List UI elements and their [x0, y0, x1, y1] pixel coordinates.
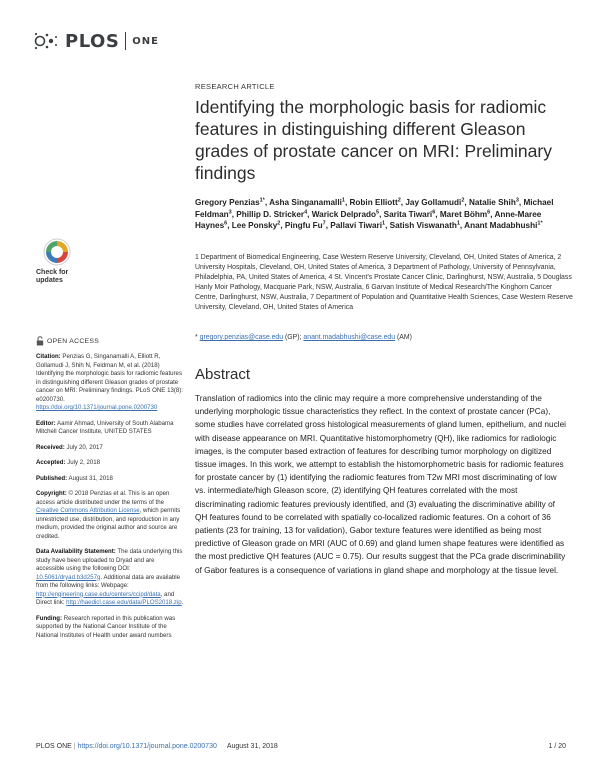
received-label: Received: — [36, 443, 65, 451]
plos-logo-icon — [34, 31, 62, 51]
author-name: Robin Elliott — [349, 198, 398, 207]
funding-text: Research reported in this publication was supported by the National Cancer Institute of the National Institutes of Health under award numbers — [36, 614, 176, 639]
affiliations: 1 Department of Biomedical Engineering, Case Western Reserve University, Cleveland, OH, United States of America, 2 University Hospitals, Cleveland, OH, United States of America, 3 Department of Pathology, University of Pennsylvania, Philadelphia, PA, United States of America, 4 St. Vincent's Prostate Cancer Clinic, Darlinghurst, NSW, Australia, 5 Douglass Hanly Moir Pathology, Macquarie Park, NSW, Australia, 6 Garvan Institute of Medical Research/The Kinghorn Cancer Centre, Darlinghurst, NSW, Australia, 7 Department of Population and Quantitative Health Sciences, Case Western Reserve University, Cleveland, OH, United States of America — [195, 254, 573, 312]
check-updates-label — [36, 269, 78, 285]
author-affiliation-marker: 7 — [322, 220, 326, 227]
data-text-2: . Additional data are available from the following links: Webpage: — [36, 573, 181, 589]
author-name: Gregory Penzias — [195, 198, 260, 207]
article-info-sidebar — [36, 353, 184, 647]
received-block — [36, 444, 184, 453]
citation-doi-link[interactable]: https://doi.org/10.1371/journal.pone.0200730 — [36, 404, 158, 411]
copyright-block — [36, 490, 184, 541]
author-affiliation-marker: 1* — [537, 220, 543, 227]
author-name: Maret Böhm — [439, 209, 488, 219]
author-affiliation-marker: 2 — [461, 197, 465, 204]
author-name: Lee Ponsky — [231, 221, 278, 230]
accepted-block — [36, 459, 184, 468]
author-name: Pingfu Fu — [284, 221, 323, 230]
journal-logo[interactable] — [34, 30, 159, 52]
data-text-1: The data underlying this study have been uploaded to Dryad and are accessible using the following DOI: — [36, 548, 183, 572]
editor-block — [36, 420, 184, 437]
author-name: Jay Gollamudi — [405, 198, 462, 207]
author-name: Asha Singanamalli — [269, 198, 342, 207]
copyright-text-1: © 2018 Penzias et al. This is an open access article distributed under the terms of the — [36, 490, 170, 506]
footer-journal: PLOS ONE — [36, 743, 72, 750]
data-text-3: , and Direct link: — [36, 590, 175, 606]
author-affiliation-marker: 6 — [224, 220, 228, 227]
editor-label: Editor: — [36, 419, 56, 427]
footer-date: August 31, 2018 — [226, 743, 278, 750]
corr-marker: * — [195, 334, 198, 341]
published-label: Published: — [36, 474, 68, 482]
author-list: Gregory Penzias$^{1*}$, Asha Singanamalli$^1$, Robin Elliott$^2$, Jay Gollamudi$^2$, Natalie Shih$^3$, Michael Feldman$^3$, Phillip D. Stricker$^4$, Warick Delprado$^5$, Sarita Tiwari$^6$, Maret Böhm$^6$, Anne-Maree Haynes$^6$, Lee Ponsky$^2$, Pingfu Fu$^7$, Pallavi Tiwari$^1$, Satish Viswanath$^1$, Anant Madabhushi$^{1*}$ — [195, 197, 554, 230]
article-type: RESEARCH ARTICLE — [195, 82, 275, 91]
author-affiliation-marker: 1 — [456, 220, 460, 227]
correspondence — [195, 333, 573, 343]
open-lock-icon — [36, 336, 44, 346]
citation-block — [36, 353, 184, 413]
author-name: Anant Madabhushi — [464, 221, 538, 230]
open-access-label: OPEN ACCESS — [47, 337, 100, 345]
author-name: Pallavi Tiwari — [330, 221, 383, 230]
author-name: Phillip D. Stricker — [236, 209, 305, 219]
received-date: July 20, 2017 — [66, 443, 103, 451]
data-availability-block — [36, 548, 184, 608]
webpage-link[interactable]: http://engineering.case.edu/centers/ccipd/data — [36, 590, 161, 598]
author-affiliation-marker: 6 — [487, 208, 491, 215]
direct-link[interactable]: http://haedicl.case.edu/data/PLOS2018.zip — [66, 599, 182, 606]
footer-page-number: 1 / 20 — [548, 743, 566, 750]
author-affiliation-marker: 3 — [515, 197, 519, 204]
author-affiliation-marker: 6 — [432, 208, 436, 215]
author-affiliation-marker: 1* — [259, 197, 265, 204]
data-availability-label: Data Availability Statement: — [36, 548, 116, 555]
corr-initials-2: (AM) — [397, 334, 412, 341]
article-title: Identifying the morphologic basis for radiomic features in distinguishing different Gleason grades of prostate cancer on MRI: Preliminary findings — [195, 97, 552, 183]
author-name: Sarita Tiwari — [383, 209, 433, 219]
check-updates-icon — [42, 237, 72, 267]
editor-text: Aamir Ahmad, University of South Alabama Mitchell Cancer Institute, UNITED STATES — [36, 419, 174, 435]
cc-license-link[interactable]: Creative Commons Attribution License — [36, 507, 140, 514]
check-updates-line2: updates — [36, 277, 63, 284]
abstract-heading: Abstract — [195, 366, 251, 383]
email-link-2[interactable]: anant.madabhushi@case.edu — [303, 334, 396, 341]
footer-left — [36, 743, 278, 750]
author-affiliation-marker: 4 — [304, 208, 308, 215]
author-affiliation-marker: 1 — [382, 220, 386, 227]
abstract-text: Translation of radiomics into the clinic may require a more comprehensive understanding of the underlying morphologic tissue characteristics they reflect. In the context of prostate cancer (PCa), some studies have correlated gross histological measurements of gland lumen, epithelium, and nuclei with disease appearance on MRI. Quantitative histomorphometry (QH), like radiomics for radiologic images, is the computer based extraction of features for describing tumor morphology on digitized tissue images. In this work, we attempt to establish the histomorphometric basis for radiomic features for prostate cancer by (1) identifying the radiomic features from T2w MRI most discriminating of low vs. intermediate/high Gleason score, (2) identifying QH features correlated with the most discriminating radiomic features previously identified, and (3) evaluating the discriminative ability of QH features found to be correlated with spatially co-localized radiomic features. On a cohort of 36 patients (23 for training, 13 for validation), Gabor texture features were identified as being most predictive of Gleason grade on MRI (AUC of 0.69) and gland lumen shape features were identified as the most predictive QH features (AUC = 0.75). Our results suggest that the PCa grade discriminability of Gabor features is a consequence of variations in gland shape and morphology at the tissue level. — [195, 394, 566, 575]
author-affiliation-marker: 5 — [376, 208, 380, 215]
author-name: Michael Feldman — [195, 198, 554, 219]
author-affiliation-marker: 1 — [341, 197, 345, 204]
corr-initials-1: (GP); — [285, 334, 302, 341]
author-name: Natalie Shih — [468, 198, 516, 207]
author-name: Satish Viswanath — [389, 221, 457, 230]
page-footer — [36, 743, 566, 750]
check-for-updates-badge[interactable] — [36, 237, 78, 293]
author-name: Warick Delprado — [311, 209, 377, 219]
footer-pipe: | — [73, 743, 78, 750]
copyright-label: Copyright: — [36, 490, 67, 497]
author-affiliation-marker: 2 — [277, 220, 281, 227]
dryad-doi-link[interactable]: 10.5061/dryad.b3d257g — [36, 573, 101, 581]
logo-text: PLOS — [65, 30, 120, 52]
author-name: Anne-Maree Haynes — [195, 209, 542, 230]
logo-sub: ONE — [132, 35, 159, 47]
funding-block — [36, 615, 184, 641]
published-date: August 31, 2018 — [68, 474, 113, 482]
author-affiliation-marker: 2 — [397, 197, 401, 204]
funding-label: Funding: — [36, 614, 63, 622]
footer-doi-link[interactable]: https://doi.org/10.1371/journal.pone.0200730 — [77, 743, 217, 750]
citation-label: Citation: — [36, 353, 61, 360]
copyright-text-2: , which permits unrestricted use, distribution, and reproduction in any medium, provided the original author and source are credited. — [36, 507, 181, 540]
published-block — [36, 475, 184, 484]
open-access — [36, 336, 99, 346]
accepted-label: Accepted: — [36, 459, 66, 466]
data-text-4: . — [181, 599, 184, 606]
logo-divider — [125, 32, 126, 50]
citation-text: Penzias G, Singanamalli A, Elliott R, Gollamudi J, Shih N, Feldman M, et al. (2018) Identifying the morphologic basis for radiomic features in distinguishing different Gleason grades of prostate cancer on MRI: Preliminary findings. PLoS ONE 13(8): e0200730. — [36, 353, 183, 403]
author-affiliation-marker: 3 — [228, 208, 232, 215]
check-updates-line1: Check for — [36, 269, 69, 276]
email-link-1[interactable]: gregory.penzias@case.edu — [199, 334, 284, 341]
accepted-date: July 2, 2018 — [67, 459, 101, 466]
